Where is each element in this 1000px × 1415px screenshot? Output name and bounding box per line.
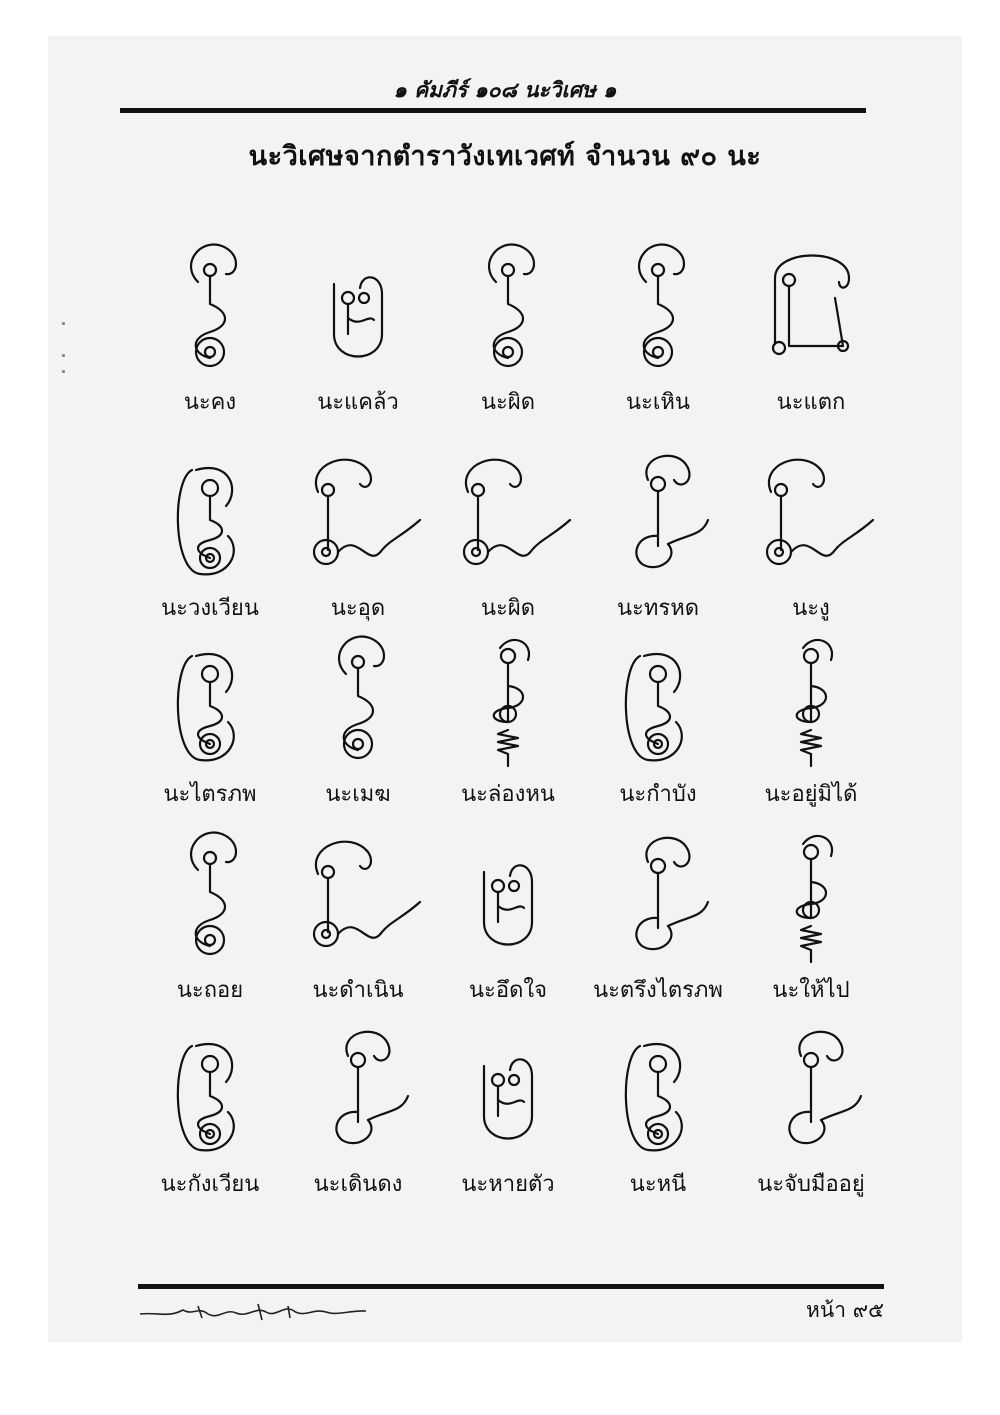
- glyph-label: นะกังเวียน: [160, 1172, 260, 1197]
- glyph-label: นะจับมืออยู่: [757, 1172, 865, 1197]
- oval-glyph: [130, 1016, 290, 1176]
- hook-glyph: [731, 1016, 891, 1176]
- glyph-label: นะถอย: [176, 978, 244, 1003]
- s-curve-glyph: [130, 234, 290, 394]
- hook-glyph: [278, 1016, 438, 1176]
- hook-glyph: [578, 440, 738, 600]
- u-shaped-glyph: [428, 1016, 588, 1176]
- u-shaped-glyph: [278, 234, 438, 394]
- spring-glyph: [428, 626, 588, 786]
- glyph-label: นะอุด: [330, 596, 386, 621]
- s-curve-glyph: [278, 626, 438, 786]
- s-curve-glyph: [578, 234, 738, 394]
- glyph-label: นะคง: [183, 390, 237, 415]
- glyph-label: นะแตก: [776, 390, 846, 415]
- glyph-label: นะผิด: [480, 390, 536, 415]
- glyph-label: นะงู: [792, 596, 830, 621]
- glyph-label: นะผิด: [480, 596, 536, 621]
- glyph-label: นะตรึงไตรภพ: [593, 978, 723, 1003]
- wave-tail-glyph: [278, 822, 438, 982]
- spring-glyph: [731, 626, 891, 786]
- u-shaped-glyph: [428, 822, 588, 982]
- glyph-grid: [48, 36, 962, 1342]
- oval-glyph: [130, 440, 290, 600]
- glyph-label: นะเดินดง: [313, 1172, 403, 1197]
- glyph-label: นะเหิน: [626, 390, 690, 415]
- wave-tail-glyph: [428, 440, 588, 600]
- s-curve-glyph: [428, 234, 588, 394]
- glyph-label: นะอึดใจ: [469, 978, 547, 1003]
- oval-glyph: [578, 1016, 738, 1176]
- oval-glyph: [578, 626, 738, 786]
- spring-glyph: [731, 822, 891, 982]
- oval-glyph: [130, 626, 290, 786]
- glyph-label: นะให้ไป: [772, 978, 850, 1003]
- glyph-label: นะหนี: [629, 1172, 687, 1197]
- glyph-label: นะแคล้ว: [317, 390, 399, 415]
- glyph-label: นะทรหด: [617, 596, 699, 621]
- glyph-label: นะไตรภพ: [163, 782, 257, 807]
- s-curve-glyph: [130, 822, 290, 982]
- page-sheet: [48, 36, 962, 1342]
- footer-rule: [138, 1284, 884, 1289]
- arch-glyph: [731, 234, 891, 394]
- glyph-label: นะวงเวียน: [161, 596, 259, 621]
- wave-tail-glyph: [731, 440, 891, 600]
- handwritten-signature: [138, 1296, 368, 1326]
- page-title: นะวิเศษจากตำราวังเทเวศท์ จำนวน ๙๐ นะ: [248, 141, 762, 172]
- wave-tail-glyph: [278, 440, 438, 600]
- glyph-label: นะดำเนิน: [312, 978, 404, 1003]
- hook-glyph: [578, 822, 738, 982]
- page-number: หน้า ๙๕: [806, 1298, 884, 1322]
- running-header: ๑ คัมภีร์ ๑๐๘ นะวิเศษ ๑: [393, 77, 617, 102]
- glyph-label: นะล่องหน: [461, 782, 555, 807]
- glyph-label: นะกำบัง: [619, 782, 697, 807]
- glyph-label: นะเมฆ: [325, 782, 391, 807]
- glyph-label: นะหายตัว: [461, 1172, 555, 1197]
- glyph-label: นะอยู่มิได้: [764, 782, 858, 807]
